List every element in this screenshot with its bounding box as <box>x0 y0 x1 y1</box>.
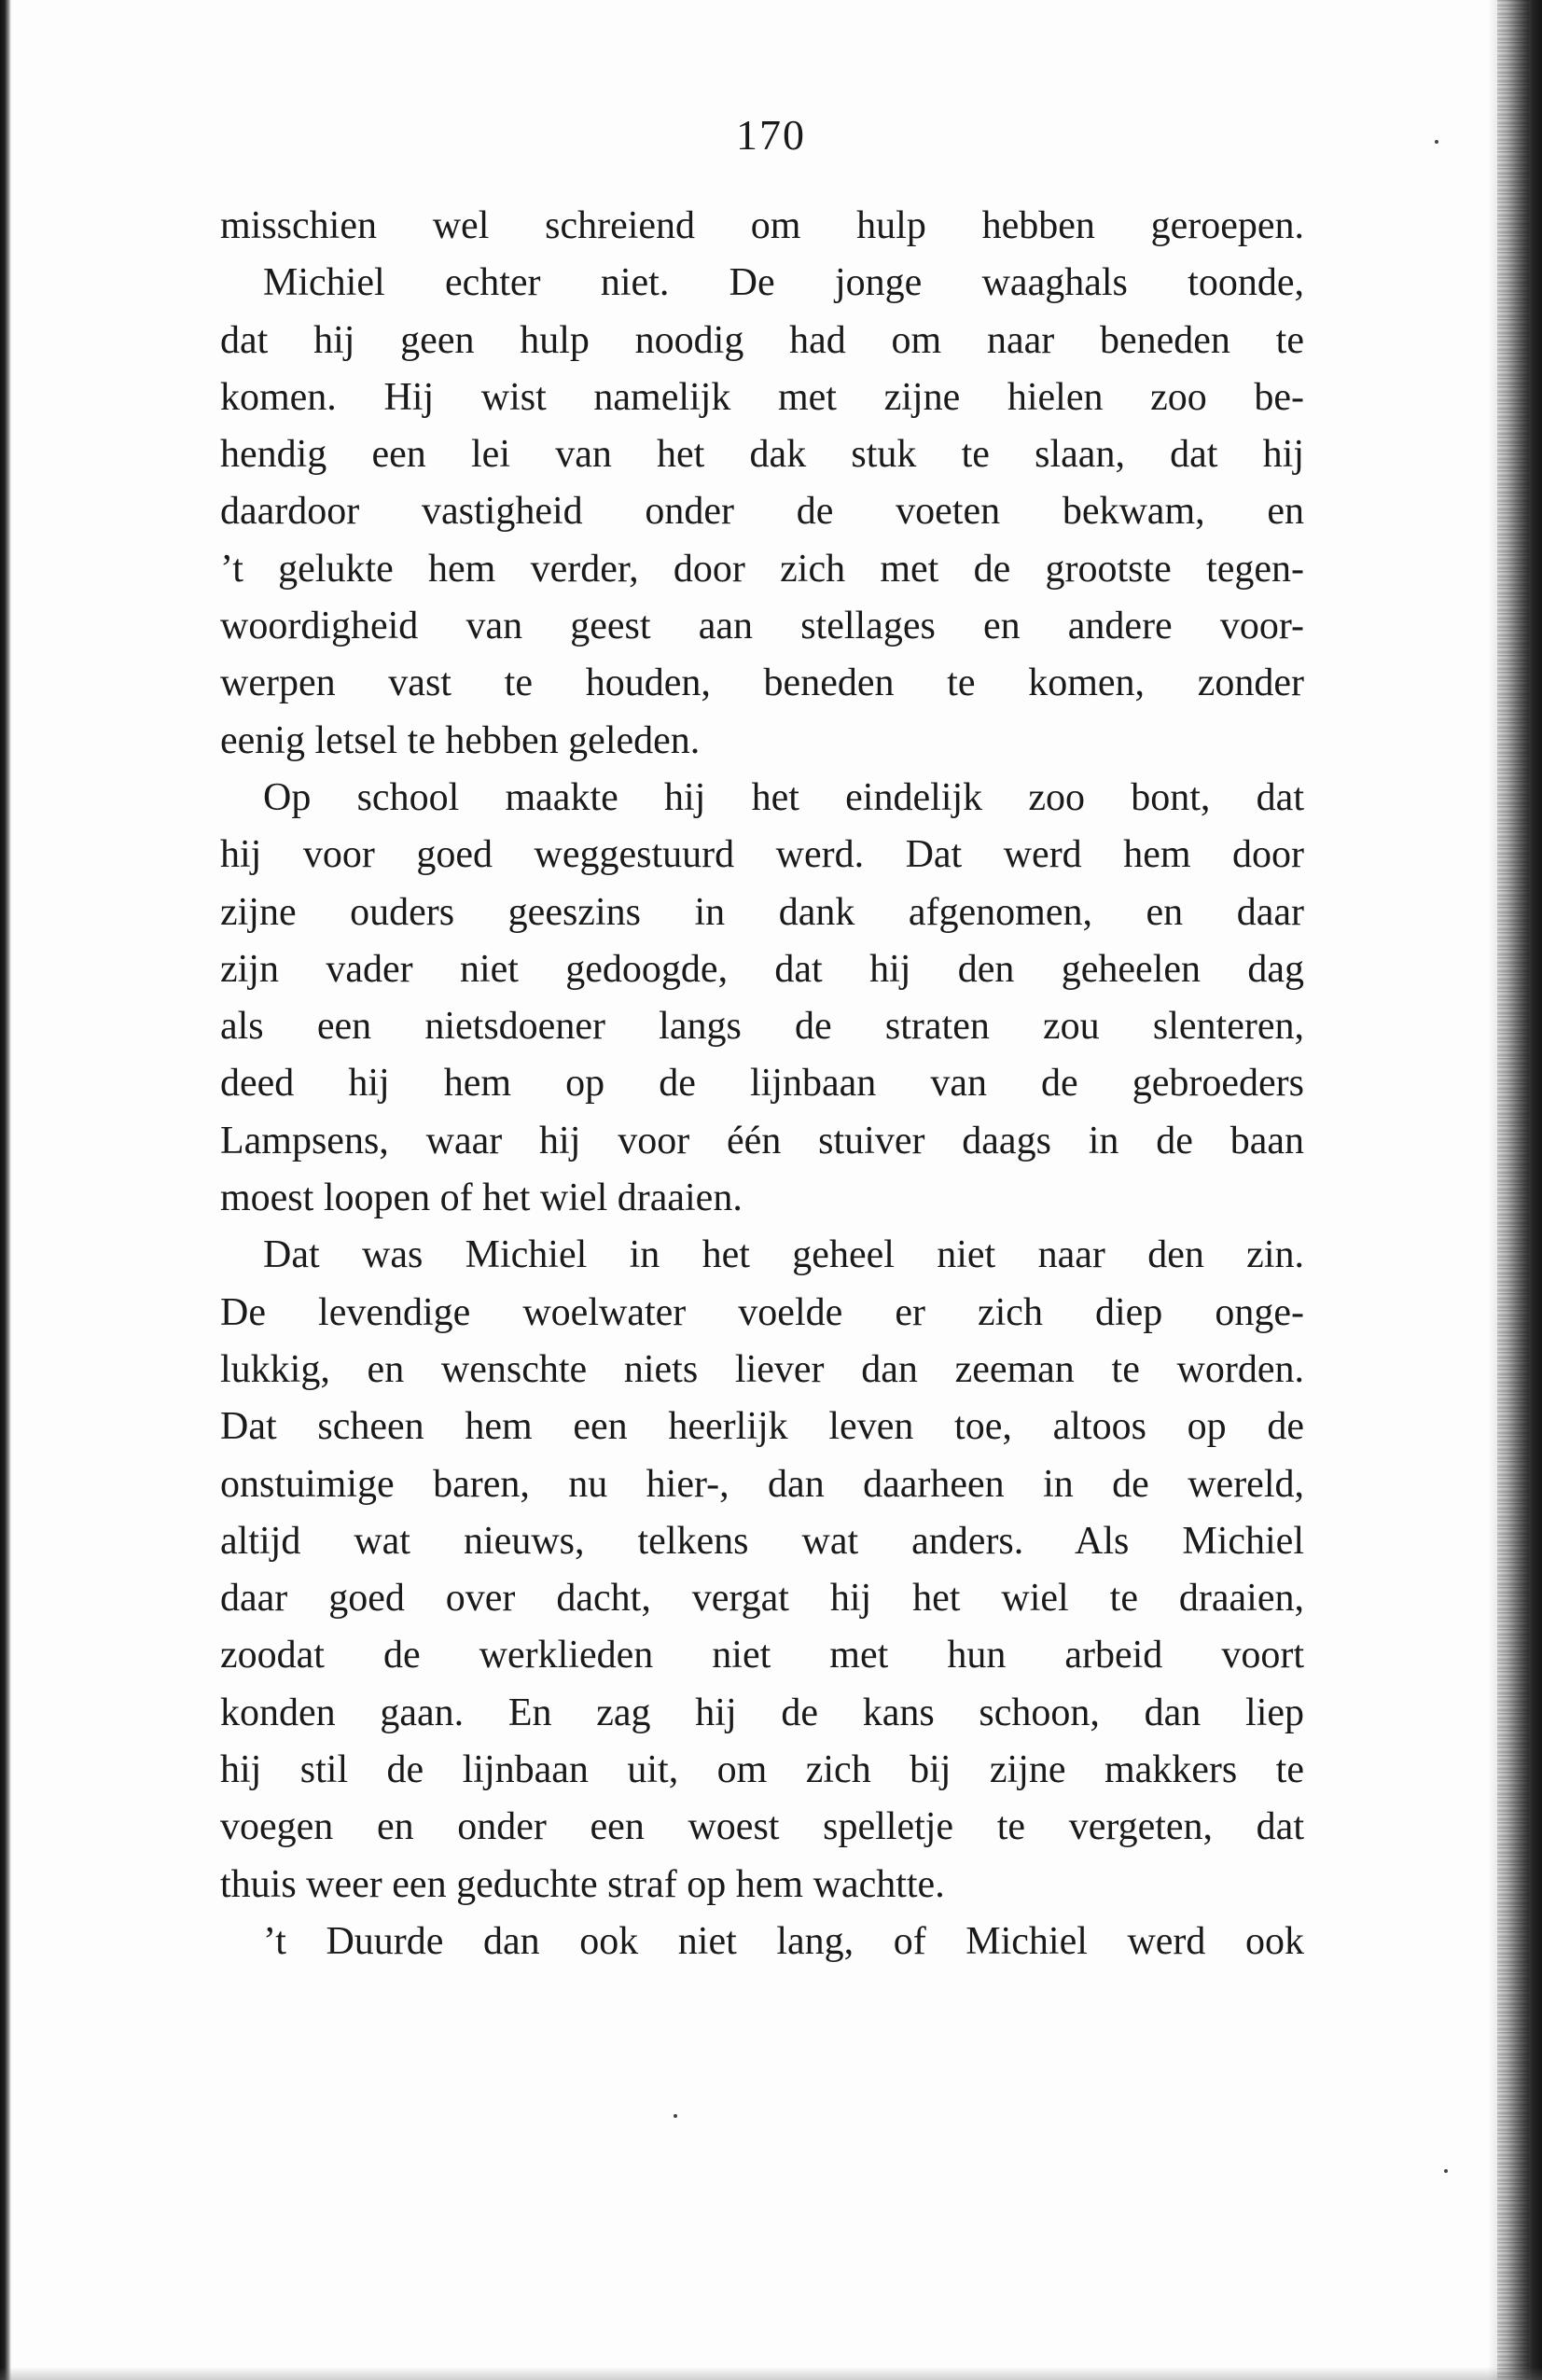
text-line: moest loopen of het wiel draaien. <box>220 1176 743 1220</box>
text-line: daar goed over dacht, vergat hij het wiel te draaien, <box>220 1577 1304 1621</box>
text-line: deed hij hem op de lijnbaan van de gebroeders <box>220 1062 1304 1106</box>
scan-speck <box>1435 140 1438 144</box>
text-line: zijn vader niet gedoogde, dat hij den geheelen dag <box>220 947 1304 991</box>
text-line: konden gaan. En zag hij de kans schoon, dan liep <box>220 1691 1304 1734</box>
text-line: Lampsens, waar hij voor één stuiver daags in de baan <box>220 1119 1304 1162</box>
text-line: komen. Hij wist namelijk met zijne hielen zoo be- <box>220 375 1304 419</box>
text-line: onstuimige baren, nu hier-, dan daarheen in de wereld, <box>220 1462 1304 1506</box>
text-line: als een nietsdoener langs de straten zou slenteren, <box>220 1005 1304 1049</box>
text-line: altijd wat nieuws, telkens wat anders. Als Michiel <box>220 1519 1304 1563</box>
scan-speck <box>1444 2169 1448 2173</box>
text-line: hij voor goed weggestuurd werd. Dat werd hem door <box>220 833 1304 877</box>
text-line: ’t Duurde dan ook niet lang, of Michiel werd ook <box>263 1919 1304 1963</box>
text-line: Michiel echter niet. De jonge waaghals toonde, <box>263 261 1304 305</box>
page-number: 170 <box>736 111 806 159</box>
text-line: Op school maakte hij het eindelijk zoo bont, dat <box>263 775 1304 819</box>
text-line: woordigheid van geest aan stellages en andere voor- <box>220 605 1304 648</box>
text-line: misschien wel schreiend om hulp hebben geroepen. <box>220 204 1304 247</box>
text-line: Dat scheen hem een heerlijk leven toe, altoos op de <box>220 1405 1304 1449</box>
text-line: De levendige woelwater voelde er zich diep onge- <box>220 1290 1304 1334</box>
right-edge-scan-noise <box>1497 0 1529 2380</box>
text-line: lukkig, en wenschte niets liever dan zeeman te worden. <box>220 1347 1304 1391</box>
text-line: thuis weer een geduchte straf op hem wachtte. <box>220 1862 945 1906</box>
text-line: ’t gelukte hem verder, door zich met de grootste tegen- <box>220 547 1304 591</box>
text-line: Dat was Michiel in het geheel niet naar den zin. <box>263 1233 1304 1277</box>
text-line: zoodat de werklieden niet met hun arbeid voort <box>220 1634 1304 1677</box>
body-text <box>220 198 1304 1970</box>
scan-speck <box>674 2114 677 2118</box>
text-line: werpen vast te houden, beneden te komen, zonder <box>220 661 1304 705</box>
left-page-edge <box>0 0 11 2380</box>
text-line: eenig letsel te hebben geleden. <box>220 718 701 762</box>
text-line: voegen en onder een woest spelletje te vergeten, dat <box>220 1805 1304 1849</box>
bottom-page-edge <box>0 2367 1542 2380</box>
text-line: dat hij geen hulp noodig had om naar beneden te <box>220 318 1304 362</box>
text-line: daardoor vastigheid onder de voeten bekwam, en <box>220 490 1304 534</box>
text-line: hendig een lei van het dak stuk te slaan, dat hij <box>220 433 1304 477</box>
text-line: hij stil de lijnbaan uit, om zich bij zijne makkers te <box>220 1748 1304 1792</box>
text-line: zijne ouders geeszins in dank afgenomen, en daar <box>220 890 1304 934</box>
